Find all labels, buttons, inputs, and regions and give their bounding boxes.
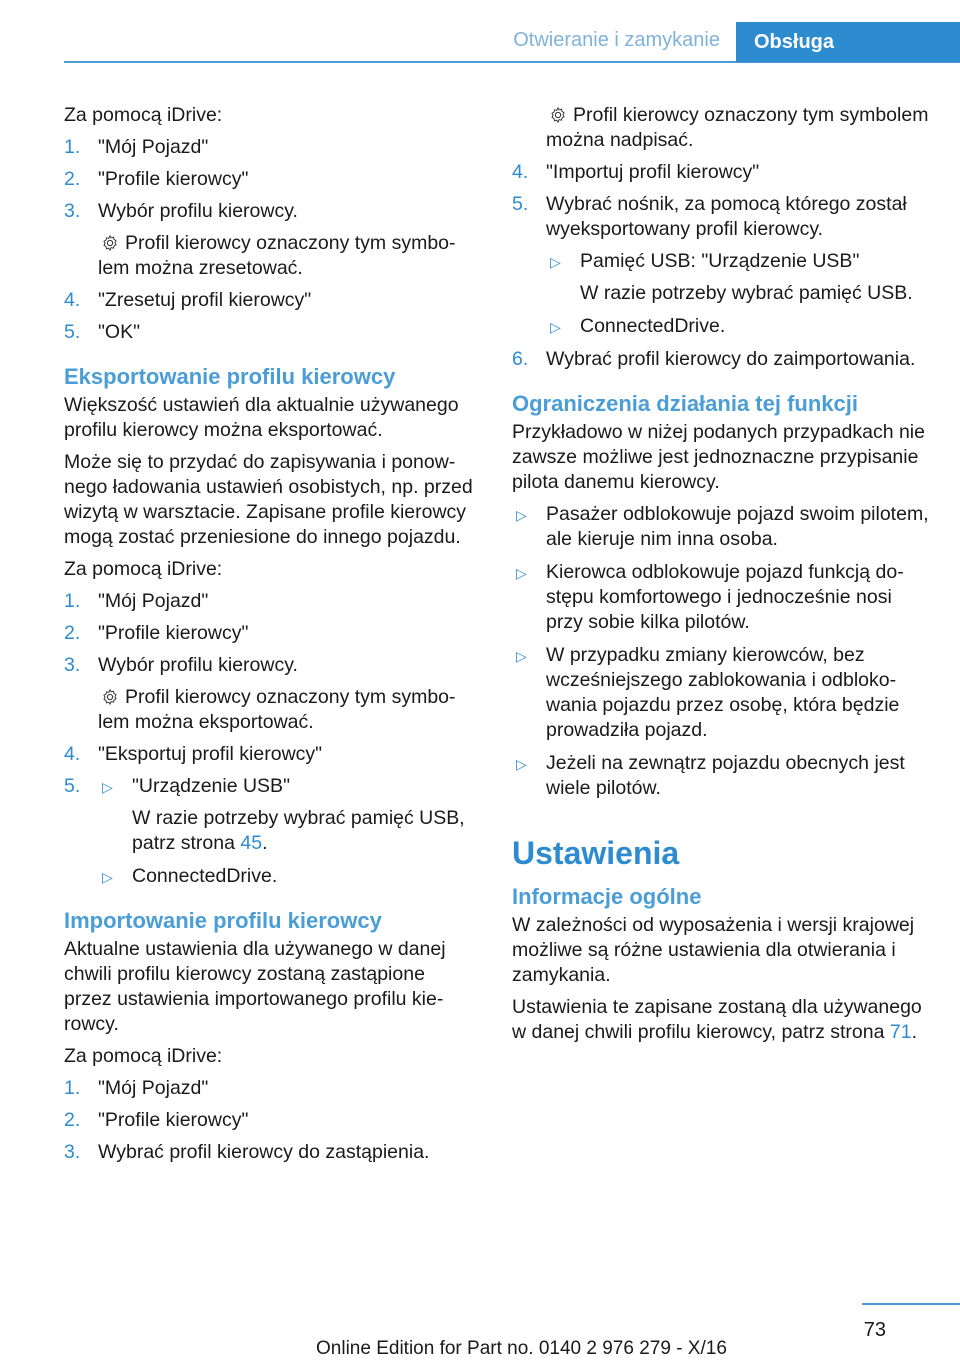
list-item	[64, 621, 474, 646]
list-item	[546, 314, 932, 339]
triangle-right-icon: ▷	[516, 565, 527, 581]
step-text: "OK"	[98, 321, 141, 343]
step-number: 1.	[64, 590, 81, 612]
list-item	[64, 135, 474, 160]
step-text: Wybrać profil kierowcy do zaimportowania.	[546, 348, 916, 370]
list-item	[98, 864, 474, 889]
list-item	[64, 1140, 474, 1165]
export-heading: Eksportowanie profilu kierowcy	[64, 364, 396, 389]
gear-icon	[101, 234, 119, 252]
option-note: W razie potrzeby wybrać pamięć USB.	[580, 282, 913, 304]
limit-text: W przypadku zmiany kierowców, bez wcześniejszego zablokowania i odblokowania pojazdu przez osobę, która będzie prowadziła pojazd.	[546, 644, 900, 741]
page-link[interactable]: 71	[889, 1021, 912, 1043]
header-section-title: Otwieranie i zamykanie	[513, 29, 720, 51]
footer-rule	[862, 1303, 960, 1305]
step-text: "Profile kierowcy"	[98, 622, 249, 644]
triangle-right-icon: ▷	[102, 779, 113, 795]
step-number: 4.	[64, 743, 81, 765]
list-item	[64, 742, 474, 767]
triangle-right-icon: ▷	[550, 319, 561, 335]
import-heading: Importowanie profilu kierowcy	[64, 908, 382, 933]
limits-paragraph: Przykładowo w niżej podanych przypadkach nie zawsze możliwe jest jednoznaczne przypisanie pilota danemu kierowcy.	[512, 421, 925, 493]
intro-text: Za pomocą iDrive:	[64, 1045, 223, 1067]
reset-steps-list	[64, 135, 474, 345]
triangle-right-icon: ▷	[516, 648, 527, 664]
step-text: "Mój Pojazd"	[98, 1077, 209, 1099]
list-item	[64, 1076, 474, 1101]
step-text: Wybrać profil kierowcy do zastąpienia.	[98, 1141, 430, 1163]
list-item	[64, 774, 474, 889]
import-steps-list-continued	[512, 160, 932, 372]
list-item	[64, 320, 474, 345]
step-number: 2.	[64, 168, 81, 190]
export-steps-list	[64, 589, 474, 889]
triangle-right-icon: ▷	[516, 507, 527, 523]
option-text: "Urządzenie USB"	[132, 775, 290, 797]
import-paragraph: Aktualne ustawienia dla używanego w danej chwili profilu kierowcy zostaną zastąpione przez ustawienia importowanego profilu kierowcy.	[64, 938, 446, 1035]
general-heading: Informacje ogólne	[512, 884, 702, 909]
step-number: 4.	[512, 161, 529, 183]
triangle-right-icon: ▷	[550, 254, 561, 270]
option-text: ConnectedDrive.	[132, 865, 278, 887]
option-text: Pamięć USB: "Urządzenie USB"	[580, 250, 860, 272]
settings-heading: Ustawienia	[512, 835, 680, 871]
step-text: "Importuj profil kierowcy"	[546, 161, 760, 183]
limit-text: Kierowca odblokowuje pojazd funkcją dostępu komfortowego i jednocześnie nosi przy sobie kilka pilotów.	[546, 561, 904, 633]
triangle-right-icon: ▷	[102, 869, 113, 885]
limit-text: Pasażer odblokowuje pojazd swoim pilotem, ale kieruje nim inna osoba.	[546, 503, 929, 550]
step-note	[512, 103, 932, 153]
option-text: ConnectedDrive.	[580, 315, 726, 337]
step-number: 2.	[64, 622, 81, 644]
general-paragraph: W zależności od wyposażenia i wersji krajowej możliwe są różne ustawienia dla otwierania i zamykania.	[512, 914, 915, 986]
gear-icon	[549, 106, 567, 124]
list-item	[512, 347, 932, 372]
step-note	[98, 231, 474, 281]
medium-options-list	[98, 774, 474, 889]
list-item	[98, 774, 474, 856]
step-text: Wybór profilu kierowcy.	[98, 654, 298, 676]
list-item	[512, 192, 932, 339]
export-paragraph: Może się to przydać do zapisywania i ponownego ładowania ustawień osobistych, np. przed wizytą w warsztacie. Zapisane profile kierowcy mogą zostać przeniesione do innego pojazdu.	[64, 451, 473, 548]
general-paragraph: Ustawienia te zapisane zostaną dla używanego w danej chwili profilu kierowcy, patrz strona 71.	[512, 996, 922, 1043]
right-column	[512, 103, 932, 1052]
export-paragraph: Większość ustawień dla aktualnie używanego profilu kierowcy można eksportować.	[64, 394, 459, 441]
import-steps-list	[64, 1076, 474, 1165]
list-item	[512, 560, 932, 635]
header-chapter-tab[interactable]: Obsługa	[736, 22, 960, 62]
note-text: Profil kierowcy oznaczony tym symbolem można nadpisać.	[546, 104, 929, 151]
triangle-right-icon: ▷	[516, 756, 527, 772]
list-item	[64, 1108, 474, 1133]
list-item	[512, 502, 932, 552]
step-number: 5.	[64, 775, 81, 797]
intro-text: Za pomocą iDrive:	[64, 558, 223, 580]
step-number: 3.	[64, 200, 81, 222]
step-number: 2.	[64, 1109, 81, 1131]
list-item	[64, 653, 474, 735]
step-text: "Profile kierowcy"	[98, 1109, 249, 1131]
page-number: 73	[863, 1319, 886, 1341]
page-link[interactable]: 45	[240, 832, 263, 854]
step-text: "Mój Pojazd"	[98, 590, 209, 612]
list-item	[512, 160, 932, 185]
note-text: Profil kierowcy oznaczony tym symbolem można zresetować.	[98, 232, 456, 279]
list-item	[512, 751, 932, 801]
step-number: 1.	[64, 1077, 81, 1099]
option-note: W razie potrzeby wybrać pamięć USB, patrz strona 45.	[132, 807, 465, 854]
step-note	[98, 685, 474, 735]
intro-text: Za pomocą iDrive:	[64, 104, 223, 126]
step-number: 3.	[64, 654, 81, 676]
edition-note: Online Edition for Part no. 0140 2 976 279 - X/16	[316, 1338, 727, 1359]
step-text: "Profile kierowcy"	[98, 168, 249, 190]
medium-options-list	[546, 249, 932, 339]
step-number: 3.	[64, 1141, 81, 1163]
limits-list	[512, 502, 932, 801]
list-item	[64, 288, 474, 313]
step-number: 5.	[512, 193, 529, 215]
limit-text: Jeżeli na zewnątrz pojazdu obecnych jest wiele pilotów.	[546, 752, 905, 799]
note-text: Profil kierowcy oznaczony tym symbolem można eksportować.	[98, 686, 456, 733]
list-item	[64, 589, 474, 614]
step-text: "Zresetuj profil kierowcy"	[98, 289, 312, 311]
list-item	[512, 643, 932, 743]
gear-icon	[101, 688, 119, 706]
step-number: 4.	[64, 289, 81, 311]
step-text: Wybrać nośnik, za pomocą którego został wyeksportowany profil kierowcy.	[546, 193, 907, 240]
step-number: 1.	[64, 136, 81, 158]
list-item	[64, 199, 474, 281]
left-column	[64, 103, 474, 1183]
list-item	[64, 167, 474, 192]
step-number: 5.	[64, 321, 81, 343]
list-item	[546, 249, 932, 306]
step-text: "Mój Pojazd"	[98, 136, 209, 158]
step-text: "Eksportuj profil kierowcy"	[98, 743, 323, 765]
limits-heading: Ograniczenia działania tej funkcji	[512, 391, 858, 416]
step-text: Wybór profilu kierowcy.	[98, 200, 298, 222]
step-number: 6.	[512, 348, 529, 370]
